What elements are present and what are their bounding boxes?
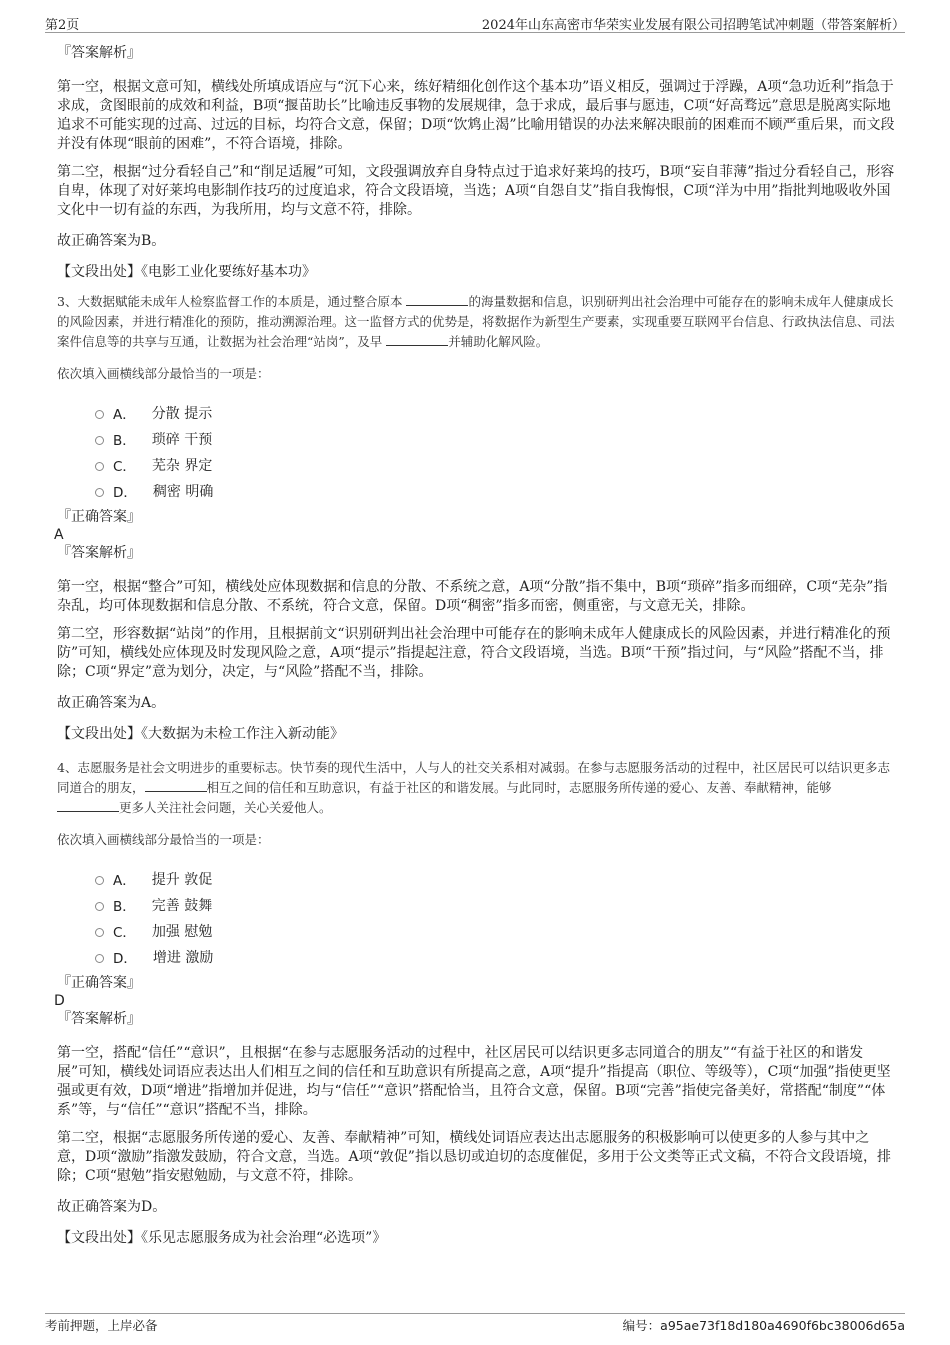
option-c[interactable]: C． 加强 慰勉 bbox=[95, 918, 897, 944]
radio-icon[interactable] bbox=[95, 410, 104, 419]
analysis-label: 『答案解析』 bbox=[57, 45, 141, 61]
analysis-paragraph: 第一空，搭配“信任”“意识”，且根据“在参与志愿服务活动的过程中，社区居民可以结识更多志同道合的朋友”“有益于社区的和谐发展”可知，横线处词语应表达出人们相互之间的信任和互助意识有所提高之意，A项“提升”指提高（职位、等级等），C项“加强”指使更坚强或更有效，D项“增进”指增加并促进，均与“信任”“意识”搭配恰当，且符合文意，保留。B项“完善”指使完备美好，常搭配“制度”“体系”等，与“信任”“意识”搭配不当，排除。 bbox=[57, 1045, 891, 1118]
analysis-paragraph: 第二空，形容数据“站岗”的作用，且根据前文“识别研判出社会治理中可能存在的影响未成年人健康成长的风险因素，并进行精准化的预防”可知，横线处应体现及时发现风险之意，A项“提示”指提起注意，符合文段语境，当选。B项“干预”指过问，与“风险”搭配不当，排除；C项“界定”意为划分，决定，与“风险”搭配不当，排除。 bbox=[57, 626, 891, 680]
document-code: 编号：a95ae73f18d180a4690f6bc38006d65a bbox=[622, 1318, 905, 1333]
analysis-paragraph: 第一空，根据文意可知，横线处所填成语应与“沉下心来，练好精细化创作这个基本功”语义相反，强调过于浮躁，A项“急功近利”指急于求成，贪图眼前的成效和利益，B项“揠苗助长”比喻违反事物的发展规律，急于求成，最后事与愿违，C项“好高骛远”意思是脱离实际地追求不可能实现的过高、过远的目标，均符合文意，保留；D项“饮鸩止渴”比喻用错误的办法来解决眼前的困难而不顾严重后果，而文段并没有体现“眼前的困难”，不符合语境，排除。 bbox=[57, 79, 895, 152]
analysis-label: 『答案解析』 bbox=[57, 545, 141, 561]
analysis-paragraph: 第二空，根据“过分看轻自己”和“削足适履”可知，文段强调放弃自身特点过于追求好莱坞的技巧，B项“妄自菲薄”指过分看轻自己，形容自卑，体现了对好莱坞电影制作技巧的过度追求，符合文段语境，当选；A项“自怨自艾”指自我悔恨，C项“洋为中用”指批判地吸收外国文化中一切有益的东西，为我所用，均与文意不符，排除。 bbox=[57, 164, 895, 218]
correct-answer: D bbox=[54, 993, 65, 1009]
radio-icon[interactable] bbox=[95, 876, 104, 885]
document-title: 2024年山东高密市华荣实业发展有限公司招聘笔试冲刺题（带答案解析） bbox=[481, 18, 905, 33]
fill-blank bbox=[406, 293, 468, 306]
question-prompt: 依次填入画横线部分最恰当的一项是： bbox=[57, 366, 270, 381]
page-header bbox=[45, 12, 905, 33]
option-a[interactable]: A． 提升 敦促 bbox=[95, 866, 897, 892]
fill-blank bbox=[386, 333, 448, 346]
options-list bbox=[95, 866, 897, 970]
analysis-paragraph: 第二空，根据“志愿服务所传递的爱心、友善、奉献精神”可知，横线处词语应表达出志愿服务的积极影响可以使更多的人参与其中之意，D项“激励”指激发鼓励，符合文意，当选。A项“敦促”指以恳切或迫切的态度催促，多用于公文类等正式文稿，不符合文段语境，排除；C项“慰勉”指安慰勉励，与文意不符，排除。 bbox=[57, 1130, 891, 1184]
source: 【文段出处】《大数据为未检工作注入新动能》 bbox=[57, 726, 344, 742]
page-number: 第2页 bbox=[45, 18, 80, 33]
radio-icon[interactable] bbox=[95, 462, 104, 471]
analysis-label: 『答案解析』 bbox=[57, 1011, 141, 1027]
analysis-paragraph: 第一空，根据“整合”可知，横线处应体现数据和信息的分散、不系统之意，A项“分散”指不集中，B项“琐碎”指多而细碎，C项“芜杂”指杂乱，均可体现数据和信息分散、不系统，符合文意，保留。D项“稠密”指多而密，侧重密，与文意无关，排除。 bbox=[57, 579, 888, 614]
options-list bbox=[95, 400, 897, 504]
radio-icon[interactable] bbox=[95, 954, 104, 963]
source: 【文段出处】《电影工业化要练好基本功》 bbox=[57, 264, 316, 280]
question-stem: 3、大数据赋能未成年人检察监督工作的本质是，通过整合原本 的海量数据和信息，识别研判出社会治理中可能存在的影响未成年人健康成长的风险因素，并进行精准化的预防，推动溯源治理。这一监督方式的优势是，将数据作为新型生产要素，实现重要互联网平台信息、行政执法信息、司法案件信息等的共享与互通，让数据为社会治理“站岗”，及早 并辅助化解风险。 bbox=[57, 294, 895, 349]
option-c[interactable]: C． 芜杂 界定 bbox=[95, 452, 897, 478]
option-a[interactable]: A． 分散 提示 bbox=[95, 400, 897, 426]
option-d[interactable]: D． 稠密 明确 bbox=[95, 478, 897, 504]
correct-answer: A bbox=[54, 527, 64, 543]
conclusion: 故正确答案为D。 bbox=[57, 1199, 167, 1215]
footer-note: 考前押题，上岸必备 bbox=[45, 1318, 158, 1333]
radio-icon[interactable] bbox=[95, 928, 104, 937]
radio-icon[interactable] bbox=[95, 902, 104, 911]
source: 【文段出处】《乐见志愿服务成为社会治理“必选项”》 bbox=[57, 1230, 387, 1246]
radio-icon[interactable] bbox=[95, 436, 104, 445]
question-prompt: 依次填入画横线部分最恰当的一项是： bbox=[57, 832, 270, 847]
option-b[interactable]: B． 完善 鼓舞 bbox=[95, 892, 897, 918]
radio-icon[interactable] bbox=[95, 488, 104, 497]
option-d[interactable]: D． 增进 激励 bbox=[95, 944, 897, 970]
conclusion: 故正确答案为A。 bbox=[57, 695, 166, 711]
answer-label: 『正确答案』 bbox=[57, 975, 141, 991]
conclusion: 故正确答案为B。 bbox=[57, 233, 166, 249]
answer-label: 『正确答案』 bbox=[57, 509, 141, 525]
question-stem: 4、志愿服务是社会文明进步的重要标志。快节奏的现代生活中，人与人的社交关系相对减弱。在参与志愿服务活动的过程中，社区居民可以结识更多志同道合的朋友， 相互之间的信任和互助意识，有益于社区的和谐发展。与此同时，志愿服务所传递的爱心、友善、奉献精神，能够 更多人关注社会问题，关心关爱他人。 bbox=[57, 760, 890, 815]
page-footer bbox=[45, 1313, 905, 1334]
content bbox=[54, 44, 897, 1248]
option-b[interactable]: B． 琐碎 干预 bbox=[95, 426, 897, 452]
fill-blank bbox=[145, 779, 207, 792]
fill-blank bbox=[57, 799, 119, 812]
